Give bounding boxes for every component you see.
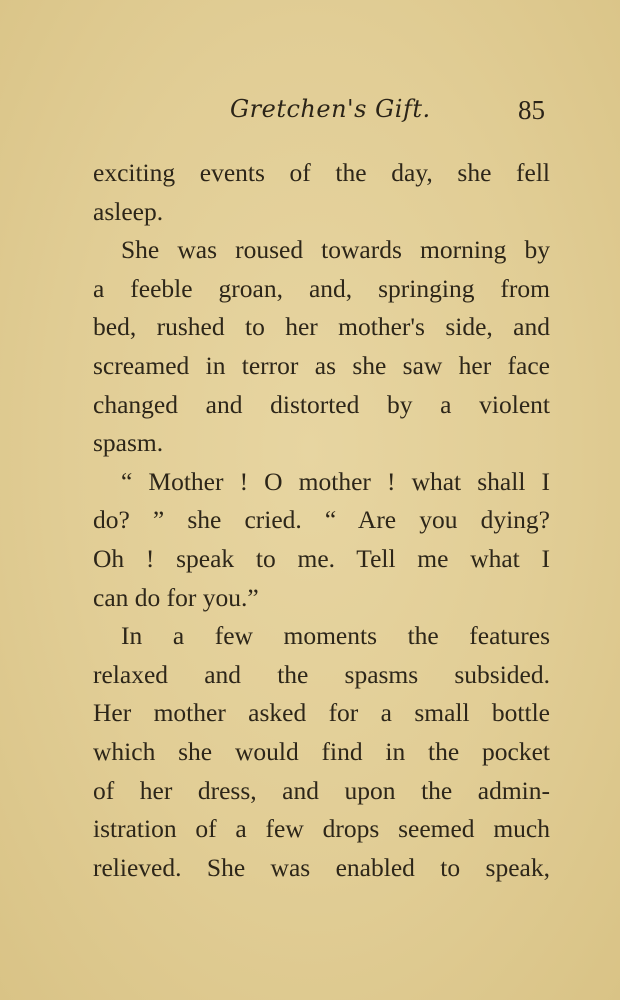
text-line: bed, rushed to her mother's side, and <box>93 312 550 342</box>
text-line: changed and distorted by a violent <box>93 389 550 419</box>
text-line: asleep. <box>93 196 164 226</box>
running-head <box>0 95 620 135</box>
text-line: In a few moments the features <box>121 621 550 651</box>
text-line: of her dress, and upon the admin- <box>93 775 550 805</box>
text-line: exciting events of the day, she fell <box>93 158 550 187</box>
text-line: a feeble groan, and, springing from <box>93 273 550 303</box>
text-line: relieved. She was enabled to speak, <box>93 852 550 882</box>
text-line: do? ” she cried. “ Are you dying? <box>93 505 550 535</box>
text-line: spasm. <box>93 428 164 458</box>
body-text <box>93 154 550 887</box>
text-line: screamed in terror as she saw her face <box>93 350 550 380</box>
text-line: can do for you.” <box>93 582 259 612</box>
page-number: 85 <box>518 95 545 125</box>
text-line: Her mother asked for a small bottle <box>93 698 550 728</box>
text-line: Oh ! speak to me. Tell me what I <box>93 543 550 573</box>
text-line: which she would find in the pocket <box>93 736 550 766</box>
text-line: istration of a few drops seemed much <box>93 814 550 844</box>
text-line: She was roused towards morning by <box>121 235 550 265</box>
text-line: relaxed and the spasms subsided. <box>93 659 550 689</box>
text-line: “ Mother ! O mother ! what shall I <box>121 466 550 496</box>
chapter-title: Gretchen's Gift. <box>230 95 431 123</box>
